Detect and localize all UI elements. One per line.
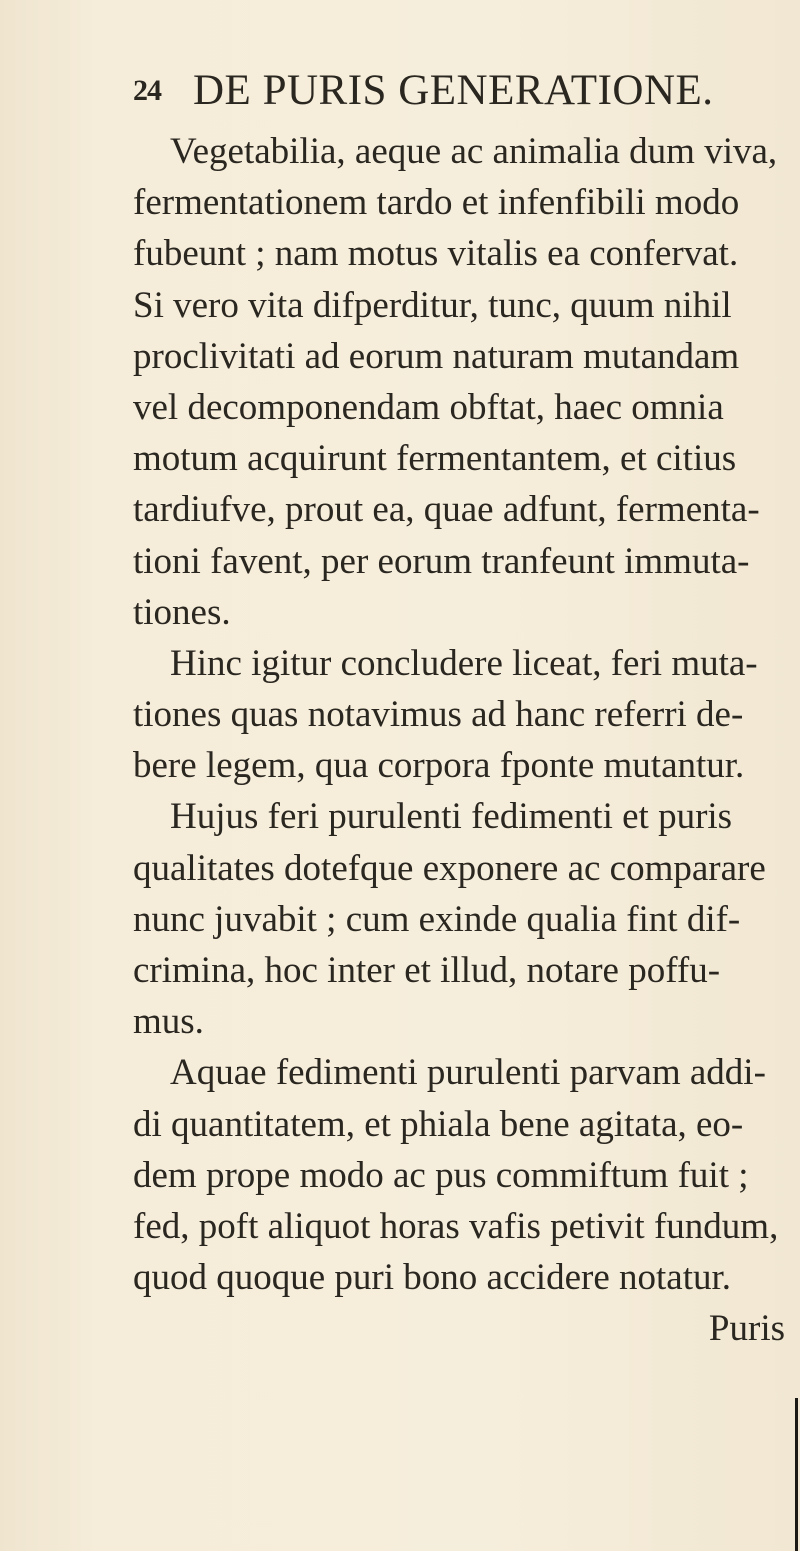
text-line: di quantitatem, et phiala bene agitata, eo- xyxy=(133,1103,744,1145)
page-number: 24 xyxy=(133,74,161,107)
text-line: quod quoque puri bono accidere notatur. xyxy=(133,1257,731,1299)
text-line: motum acquirunt fermentantem, et citius xyxy=(133,438,737,480)
text-line: proclivitati ad eorum naturam mutandam xyxy=(133,335,740,377)
text-line: bere legem, qua corpora fponte mutantur. xyxy=(133,745,745,787)
text-line: fermentationem tardo et infenfibili modo xyxy=(133,182,740,224)
text-line: fed, poft aliquot horas vafis petivit fundum, xyxy=(133,1205,779,1247)
text-line: qualitates dotefque exponere ac comparare xyxy=(133,847,766,889)
text-line: tiones. xyxy=(133,591,231,633)
text-line: Aquae fedimenti purulenti parvam addi- xyxy=(170,1052,766,1094)
text-line: Hinc igitur concludere liceat, feri muta- xyxy=(170,642,758,684)
text-line: crimina, hoc inter et illud, notare poffu- xyxy=(133,950,721,991)
page-header xyxy=(133,66,733,126)
text-line: dem prope modo ac pus commiftum fuit ; xyxy=(133,1154,749,1196)
text-line: fubeunt ; nam motus vitalis ea confervat. xyxy=(133,233,739,275)
text-line: Vegetabilia, aeque ac animalia dum viva, xyxy=(170,131,778,172)
text-line: Hujus feri purulenti fedimenti et puris xyxy=(170,796,733,838)
running-title: DE PURIS GENERATIONE. xyxy=(193,67,714,114)
page-edge-shadow xyxy=(795,1398,798,1551)
text-line: tardiufve, prout ea, quae adfunt, fermenta- xyxy=(133,489,760,531)
catchword: Puris xyxy=(708,1308,785,1350)
text-line: mus. xyxy=(133,1001,204,1043)
text-line: tiones quas notavimus ad hanc referri de- xyxy=(133,694,744,736)
text-line: tioni favent, per eorum tranfeunt immuta- xyxy=(133,540,750,582)
body-text xyxy=(133,126,793,1355)
text-line: nunc juvabit ; cum exinde qualia fint dif- xyxy=(133,898,741,940)
text-line: Si vero vita difperditur, tunc, quum nihil xyxy=(133,284,732,326)
text-line: vel decomponendam obftat, haec omnia xyxy=(133,386,724,428)
